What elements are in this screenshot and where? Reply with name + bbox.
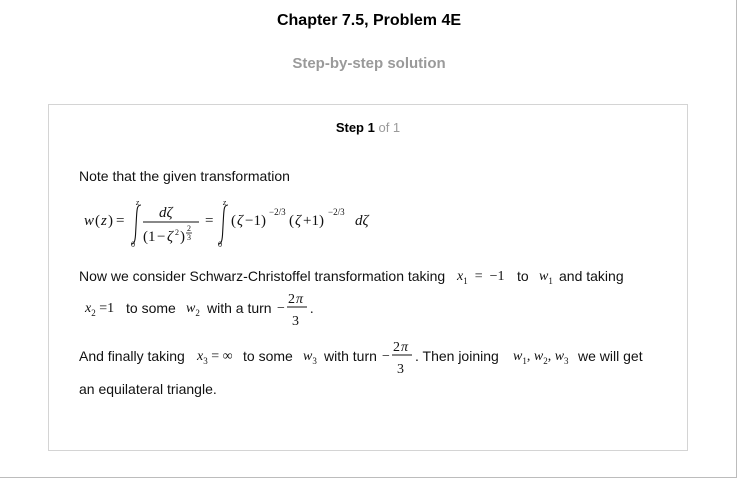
svg-text:2: 2 bbox=[175, 228, 179, 237]
svg-text:=: = bbox=[205, 213, 214, 229]
svg-text:−: − bbox=[157, 229, 166, 245]
svg-text:): ) bbox=[180, 229, 185, 245]
line4-text-a: And finally taking bbox=[79, 348, 185, 364]
svg-text:2: 2 bbox=[187, 224, 191, 233]
svg-text:z: z bbox=[223, 198, 227, 207]
svg-text:(: ( bbox=[95, 213, 100, 229]
svg-text:2: 2 bbox=[288, 292, 295, 307]
turn-fraction-1 bbox=[277, 289, 321, 331]
svg-text:ζ: ζ bbox=[295, 213, 302, 229]
line4-text-e: we will get bbox=[578, 348, 643, 364]
svg-text:dζ: dζ bbox=[159, 205, 173, 221]
svg-text:=: = bbox=[116, 213, 125, 229]
svg-text:0: 0 bbox=[218, 240, 222, 249]
svg-text:0: 0 bbox=[131, 240, 135, 249]
w2-symbol: $w_2$ bbox=[186, 301, 200, 318]
x3-equation: $x_3$ = ∞ bbox=[197, 349, 233, 366]
svg-text:−: − bbox=[382, 349, 390, 364]
svg-text:−1): −1) bbox=[245, 213, 266, 229]
step-card bbox=[48, 104, 688, 451]
step-label: Step 1 bbox=[335, 120, 375, 135]
line3-text-b: with a turn bbox=[207, 300, 272, 316]
transformation-equation bbox=[81, 197, 381, 253]
step-header bbox=[49, 120, 687, 135]
x1-equation: $x_1 = -1$ bbox=[457, 269, 505, 286]
page-title: Chapter 7.5, Problem 4E bbox=[276, 12, 462, 29]
line2-text-a: Now we consider Schwarz-Christoffel transformation taking bbox=[79, 268, 446, 284]
solution-subtitle: Step-by-step solution bbox=[292, 55, 446, 72]
svg-text:): ) bbox=[108, 213, 113, 229]
svg-text:z: z bbox=[136, 198, 140, 207]
svg-text:3: 3 bbox=[397, 362, 404, 377]
svg-text:ζ: ζ bbox=[237, 213, 244, 229]
x2-equation: $x_2 =1$ bbox=[85, 301, 115, 318]
w1-symbol: $w_1$ bbox=[539, 269, 553, 286]
svg-text:.: . bbox=[310, 302, 314, 317]
svg-text:(: ( bbox=[231, 213, 236, 229]
svg-text:−: − bbox=[277, 301, 285, 316]
svg-text:(: ( bbox=[289, 213, 294, 229]
line4-text-b: to some bbox=[243, 348, 293, 364]
svg-text:+1): +1) bbox=[303, 213, 324, 229]
step-count: of 1 bbox=[378, 120, 401, 135]
w-list: $w_1$, $w_2$, $w_3$ bbox=[513, 349, 569, 366]
line4-text-c: with turn bbox=[324, 348, 377, 364]
svg-text:ζ: ζ bbox=[167, 229, 174, 245]
svg-text:−2/3: −2/3 bbox=[328, 207, 345, 217]
svg-text:z: z bbox=[101, 213, 107, 229]
svg-text:2: 2 bbox=[393, 340, 400, 355]
line2-text-b: to bbox=[517, 268, 529, 284]
line2-text-c: and taking bbox=[559, 268, 624, 284]
svg-text:w: w bbox=[84, 213, 95, 229]
svg-text:3: 3 bbox=[292, 314, 299, 329]
svg-text:π: π bbox=[401, 340, 409, 355]
svg-text:−2/3: −2/3 bbox=[269, 207, 286, 217]
w3-symbol: $w_3$ bbox=[303, 349, 317, 366]
line5-text: an equilateral triangle. bbox=[79, 381, 217, 397]
intro-text: Note that the given transformation bbox=[79, 168, 290, 184]
svg-text:π: π bbox=[296, 292, 304, 307]
svg-text:(1: (1 bbox=[143, 229, 156, 245]
line4-text-d: . Then joining bbox=[415, 348, 499, 364]
line3-text-a: to some bbox=[126, 300, 176, 316]
svg-text:dζ: dζ bbox=[355, 213, 369, 229]
svg-text:3: 3 bbox=[187, 233, 191, 242]
